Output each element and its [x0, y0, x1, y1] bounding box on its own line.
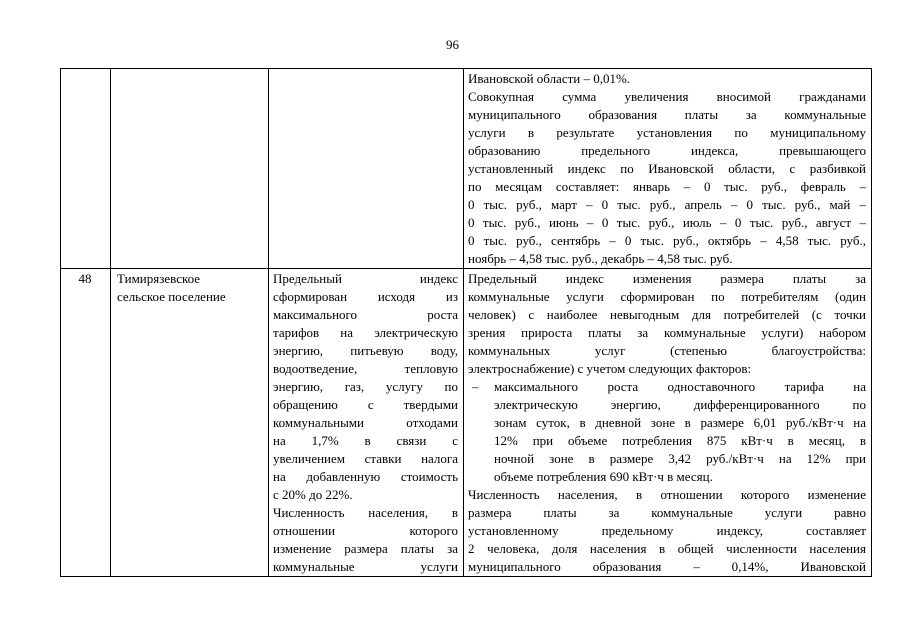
detail-line: коммунальных услуг (степенью благоустройства: — [468, 343, 866, 358]
cell-municipality — [111, 269, 269, 577]
page-number: 96 — [446, 37, 459, 52]
basis-line: Предельный индекс — [273, 271, 458, 286]
detail-line: муниципального образования – 0,14%, Ивановской — [468, 559, 866, 574]
basis-line: энергию, питьевую воду, — [273, 343, 458, 358]
detail-line: установленный индекс по Ивановской области, с разбивкой — [468, 161, 866, 176]
basis-line: обращению с твердыми — [273, 397, 458, 412]
bullet-dash: – — [472, 379, 479, 394]
document-table — [60, 68, 872, 577]
basis-line: на 1,7% в связи с — [273, 433, 458, 448]
detail-line: Ивановской области – 0,01%. — [468, 71, 631, 86]
detail-line: зрения прироста платы за коммунальные услуги) набором — [468, 325, 866, 340]
detail-line: Численность населения, в отношении которого изменение — [468, 487, 866, 502]
bullet-item — [468, 378, 866, 486]
basis-line: увеличением ставки налога — [273, 451, 458, 466]
detail-line: 0 тыс. руб., сентябрь – 0 тыс. руб., октябрь – 4,58 тыс. руб., — [468, 233, 866, 248]
basis-line: на добавленную стоимость — [273, 469, 458, 484]
detail-line: Предельный индекс изменения размера платы за — [468, 271, 866, 286]
bullet-line: максимального роста одноставочного тарифа на — [494, 379, 866, 394]
cell-basis — [269, 69, 464, 269]
detail-line: ноябрь – 4,58 тыс. руб., декабрь – 4,58 тыс. руб. — [468, 251, 733, 266]
bullet-line: 12% при объеме потребления 875 кВт·ч в месяц, в — [494, 433, 866, 448]
cell-municipality — [111, 69, 269, 269]
table-row-48 — [61, 269, 872, 577]
detail-line: 0 тыс. руб., март – 0 тыс. руб., апрель – 0 тыс. руб., май – — [468, 197, 866, 212]
basis-line: с 20% до 22%. — [273, 487, 353, 502]
cell-detail — [464, 269, 872, 577]
basis-line: коммунальными отходами — [273, 415, 458, 430]
detail-line: образованию предельного индекса, превышающего — [468, 143, 866, 158]
basis-line: сформирован исходя из — [273, 289, 458, 304]
bullet-line: ночной зоне в размере 3,42 руб./кВт·ч на 12% при — [494, 451, 866, 466]
basis-line: тарифов на электрическую — [273, 325, 458, 340]
basis-line: отношении которого — [273, 523, 458, 538]
detail-line: размера платы за коммунальные услуги равно — [468, 505, 866, 520]
basis-line: максимального роста — [273, 307, 458, 322]
municipality-name-line: Тимирязевское — [117, 271, 201, 286]
bullet-line: объеме потребления 690 кВт·ч в месяц. — [494, 469, 713, 484]
detail-line: коммунальные услуги сформирован по потребителям (один — [468, 289, 866, 304]
detail-line: электроснабжение) с учетом следующих факторов: — [468, 361, 752, 376]
basis-line: водоотведение, тепловую — [273, 361, 458, 376]
basis-line: коммунальные услуги — [273, 559, 458, 574]
cell-basis — [269, 269, 464, 577]
cell-detail — [464, 69, 872, 269]
detail-line: услуги в результате установления по муниципальному — [468, 125, 866, 140]
basis-line: энергию, газ, услугу по — [273, 379, 458, 394]
basis-line: изменение размера платы за — [273, 541, 458, 556]
detail-line: установленному предельному индексу, составляет — [468, 523, 866, 538]
bullet-line: электрическую энергию, дифференцированного по — [494, 397, 866, 412]
cell-number: 48 — [61, 269, 111, 577]
detail-line: по месяцам составляет: январь – 0 тыс. руб., февраль – — [468, 179, 866, 194]
detail-line: 0 тыс. руб., июнь – 0 тыс. руб., июль – 0 тыс. руб., август – — [468, 215, 866, 230]
detail-line: человек) с наиболее невыгодным для потребителей (с точки — [468, 307, 866, 322]
basis-line: Численность населения, в — [273, 505, 458, 520]
cell-number — [61, 69, 111, 269]
detail-line: Совокупная сумма увеличения вносимой гражданами — [468, 89, 866, 104]
table-row-continuation — [61, 69, 872, 269]
detail-line: муниципального образования платы за коммунальные — [468, 107, 866, 122]
bullet-line: зонам суток, в дневной зоне в размере 6,01 руб./кВт·ч на — [494, 415, 866, 430]
municipality-name-line: сельское поселение — [117, 289, 226, 304]
detail-line: 2 человека, доля населения в общей численности населения — [468, 541, 866, 556]
